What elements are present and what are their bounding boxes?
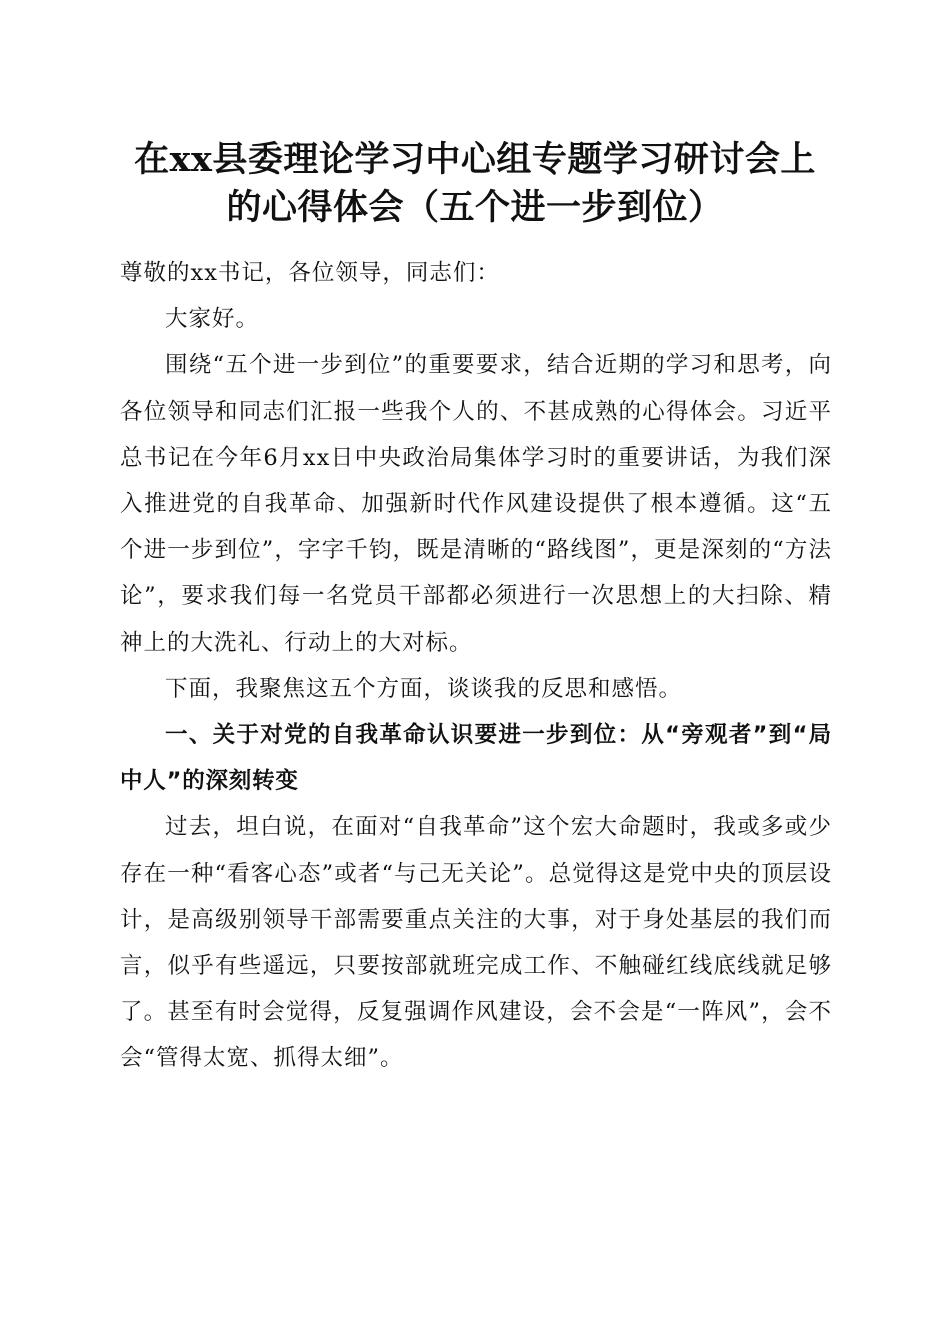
paragraph-transition: 下面，我聚焦这五个方面，谈谈我的反思和感悟。 <box>165 675 683 702</box>
salutation: 尊敬的xx书记，各位领导，同志们： <box>120 260 500 286</box>
paragraph-intro: 围绕“五个进一步到位”的重要要求，结合近期的学习和思考，向各位领导和同志们汇报一些我个人的、不甚成熟的心得体会。习近平总书记在今年6月xx日中央政治局集体学习时的重要讲话，为我们深入推进党的自我革命、加强新时代作风建设提供了根本遵循。这“五个进一步到位”，字字千钧，既是清晰的“路线图”，更是深刻的“方法论”，要求我们每一名党员干部都必须进行一次思想上的大扫除、精神上的大洗礼、行动上的大对标。 <box>120 352 832 656</box>
title-line-1: 在xx县委理论学习中心组专题学习研讨会上 <box>134 139 816 180</box>
document-title <box>100 136 850 232</box>
title-line-2: 的心得体会（五个进一步到位） <box>226 187 724 228</box>
greeting: 大家好。 <box>165 306 260 333</box>
document-body <box>120 250 832 1082</box>
section-heading-1: 一、关于对党的自我革命认识要进一步到位：从“旁观者”到“局中人”的深刻转变 <box>120 722 832 795</box>
paragraph-section-1: 过去，坦白说，在面对“自我革命”这个宏大命题时，我或多或少存在一种“看客心态”或者“与己无关论”。总觉得这是党中央的顶层设计，是高级别领导干部需要重点关注的大事，对于身处基层的我们而言，似乎有些遥远，只要按部就班完成工作、不触碰红线底线就足够了。甚至有时会觉得，反复强调作风建设，会不会是“一阵风”，会不会“管得太宽、抓得太细”。 <box>120 814 832 1072</box>
